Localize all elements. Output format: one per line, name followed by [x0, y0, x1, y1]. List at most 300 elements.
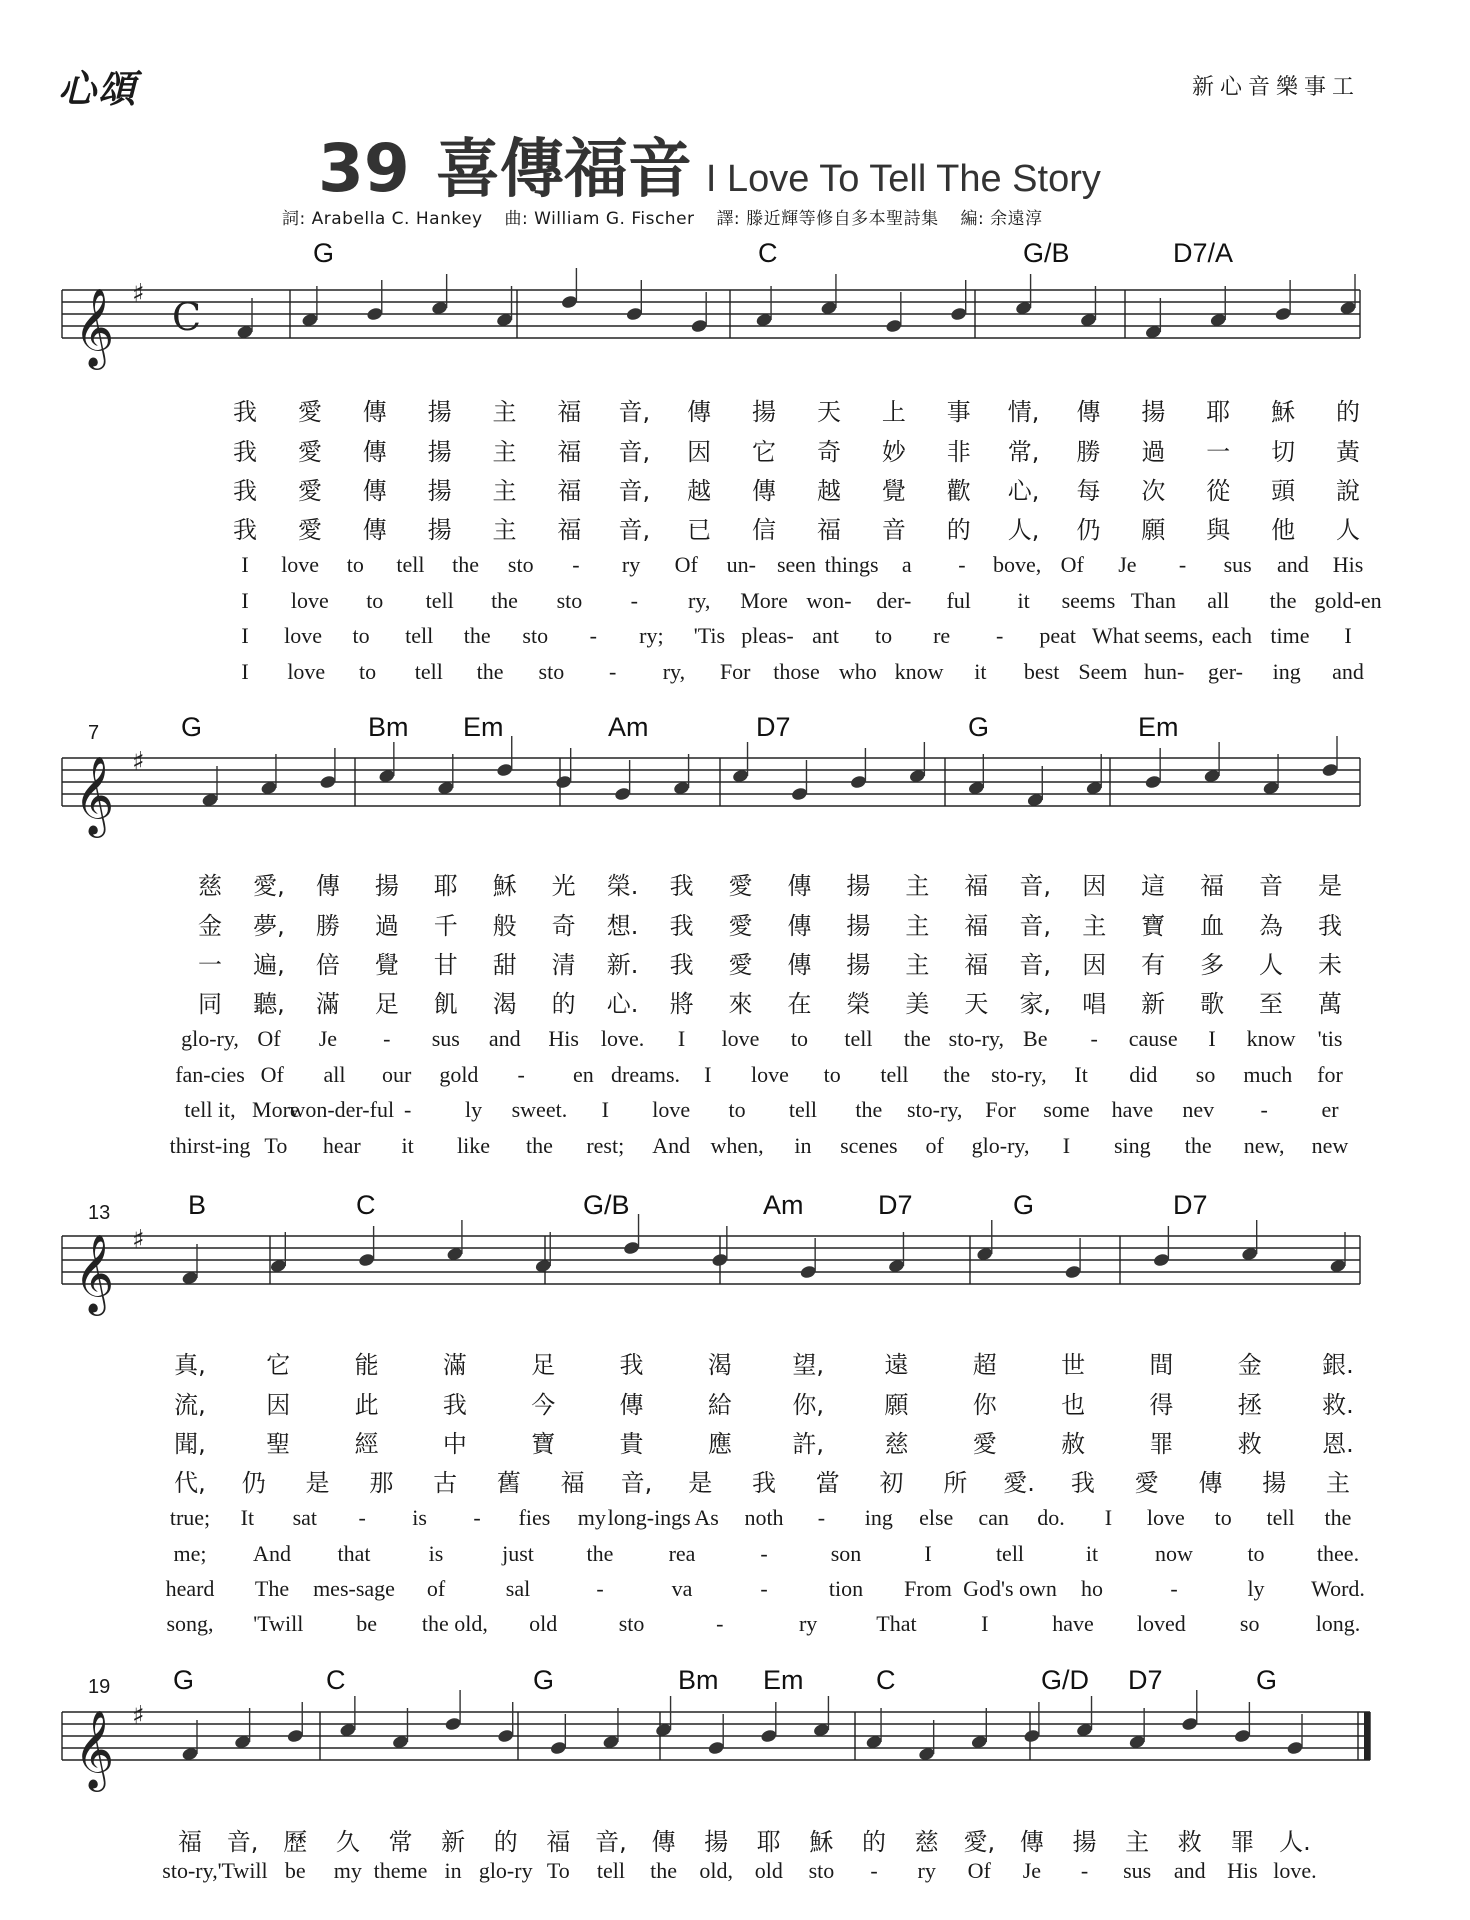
lyric-syllable: 我 [233, 477, 257, 505]
lyric-syllable: 揚 [1072, 1828, 1097, 1856]
chord-symbol: Em [463, 712, 504, 742]
lyric-syllable: 信 [752, 516, 777, 544]
key-signature-sharp: ♯ [132, 747, 145, 777]
lyric-syllable: 美 [905, 990, 930, 1018]
lyric-syllable: 為 [1259, 912, 1284, 940]
lyric-syllable: 舊 [496, 1469, 521, 1497]
lyric-syllable: just [502, 1541, 534, 1566]
lyric-syllable: have [1052, 1611, 1094, 1636]
chord-symbol: G [1256, 1665, 1278, 1695]
chord-symbol: C [876, 1665, 896, 1695]
lyric-syllable: 上 [881, 398, 906, 426]
note-head [555, 774, 573, 789]
lyric-syllable: 主 [492, 398, 517, 426]
lyric-syllable: ful [946, 588, 971, 613]
lyric-syllable: the [586, 1541, 614, 1566]
chord-symbol: D7 [1128, 1665, 1163, 1695]
lyric-syllable: to [790, 1026, 809, 1051]
lyric-syllable: 福 [557, 477, 582, 505]
lyric-syllable: sal [505, 1576, 531, 1601]
lyric-syllable: love. [600, 1026, 645, 1051]
final-barline [1364, 1712, 1370, 1760]
lyric-syllable: dreams. [611, 1062, 681, 1087]
lyric-syllable: 音, [618, 516, 651, 544]
lyric-syllable: 音, [620, 1469, 653, 1497]
lyric-syllable: 音, [618, 438, 651, 466]
lyric-syllable: 貴 [619, 1430, 644, 1458]
lyric-syllable: 'Tis [693, 623, 726, 648]
lyric-syllable: 傳 [1076, 398, 1101, 426]
lyric-syllable: 音, [618, 477, 651, 505]
lyric-syllable: 此 [354, 1391, 379, 1419]
translator: 譯: 滕近輝等修自多本聖詩集 [716, 209, 939, 229]
lyricist: 詞: Arabella C. Hankey [282, 209, 483, 229]
hymn-number: 39 [318, 130, 410, 207]
lyric-syllable: 萬 [1318, 990, 1342, 1018]
lyric-syllable: is [428, 1541, 444, 1566]
lyric-syllable: mes-sage [313, 1576, 395, 1601]
lyric-syllable: 心, [1007, 477, 1040, 505]
lyric-syllable: love [721, 1026, 760, 1051]
lyric-syllable: 當 [815, 1469, 840, 1497]
lyric-syllable: 望, [792, 1351, 824, 1379]
lyric-syllable: ry [621, 552, 641, 577]
lyric-syllable: 應 [707, 1430, 732, 1458]
lyric-syllable: tell [880, 1062, 909, 1087]
lyric-syllable: 心. [606, 990, 639, 1018]
lyric-syllable: I [601, 1097, 609, 1122]
lyric-syllable: 超 [972, 1351, 997, 1379]
lyric-syllable: 渴 [707, 1351, 732, 1379]
lyric-syllable: - [870, 1858, 878, 1883]
lyric-syllable: What [1091, 623, 1140, 648]
lyric-syllable: To [546, 1858, 570, 1883]
chord-symbol: D7/A [1173, 238, 1234, 268]
lyric-syllable: and [1276, 552, 1309, 577]
lyric-syllable: - [958, 552, 966, 577]
lyric-syllable: 奇 [551, 912, 576, 940]
note-head [950, 306, 968, 321]
lyric-syllable: His [1227, 1858, 1258, 1883]
lyric-syllable: son [830, 1541, 862, 1566]
lyric-syllable: tell it, [184, 1097, 236, 1122]
lyric-syllable: 將 [669, 990, 694, 1018]
lyric-syllable: those [773, 659, 820, 684]
lyric-syllable: - [630, 588, 638, 613]
lyric-syllable: - [473, 1505, 481, 1530]
lyric-syllable: 銀. [1322, 1351, 1354, 1379]
lyric-syllable: the [650, 1858, 678, 1883]
chord-symbol: D7 [1173, 1190, 1208, 1220]
lyric-syllable: 滿 [442, 1351, 467, 1379]
chord-symbol: Em [1138, 712, 1179, 742]
note-head [623, 1240, 641, 1255]
lyric-syllable: 常, [1007, 438, 1040, 466]
lyric-syllable: 仍 [241, 1469, 266, 1497]
lyric-syllable: ry; [639, 623, 664, 648]
lyric-syllable: 因 [1082, 872, 1107, 900]
lyric-syllable: Than [1130, 588, 1176, 613]
lyric-syllable: Of [1060, 552, 1084, 577]
lyric-syllable: 我 [442, 1391, 467, 1419]
chord-symbol: G [1013, 1190, 1035, 1220]
lyric-syllable: best [1023, 659, 1060, 684]
publisher-name: 新心音樂事工 [1191, 75, 1360, 100]
lyric-syllable: 我 [619, 1351, 644, 1379]
lyric-syllable: love. [1273, 1858, 1317, 1883]
lyric-syllable: sus [1223, 552, 1252, 577]
lyric-syllable: 愛 [728, 872, 753, 900]
lyric-syllable: un- [726, 552, 757, 577]
lyric-syllable: 覺 [881, 477, 906, 505]
lyric-syllable: - [817, 1505, 826, 1530]
lyric-syllable: 奇 [816, 438, 841, 466]
lyric-syllable: 耶 [433, 872, 458, 900]
lyric-syllable: tell [425, 588, 454, 613]
lyric-syllable: 的 [946, 516, 971, 544]
lyric-syllable: 音, [1019, 872, 1052, 900]
lyric-syllable: 救. [1322, 1391, 1354, 1419]
lyric-syllable: sto [538, 659, 565, 684]
lyric-syllable: loved [1136, 1611, 1186, 1636]
lyric-syllable: scenes [840, 1133, 898, 1158]
lyric-syllable: 傳 [362, 438, 387, 466]
lyric-syllable: 足 [531, 1351, 556, 1379]
note-head [496, 762, 514, 777]
lyric-syllable: so [1195, 1062, 1216, 1087]
lyric-syllable: the [903, 1026, 931, 1051]
lyric-syllable: 清 [551, 951, 576, 979]
lyric-syllable: 赦 [1061, 1430, 1086, 1458]
lyric-syllable: 傳 [687, 398, 712, 426]
lyric-syllable: 愛, [963, 1828, 996, 1856]
lyric-syllable: - [383, 1026, 391, 1051]
lyric-syllable: the [1269, 588, 1297, 613]
note-head [760, 1728, 778, 1743]
note-head [791, 786, 809, 801]
lyric-syllable: 福 [964, 912, 989, 940]
lyric-syllable: 仍 [1076, 516, 1101, 544]
note-head [1233, 1728, 1251, 1743]
lyric-syllable: sto-ry, [948, 1026, 1005, 1051]
lyric-syllable: 恩. [1322, 1430, 1354, 1458]
lyric-syllable: sto-ry, [162, 1858, 218, 1883]
lyric-syllable: 音, [1019, 912, 1052, 940]
lyric-syllable: new [1311, 1133, 1349, 1158]
lyric-syllable: - [760, 1576, 768, 1601]
lyric-syllable: 耶 [1206, 398, 1231, 426]
lyric-syllable: ing [1272, 659, 1301, 684]
lyric-syllable: 飢 [433, 990, 458, 1018]
lyric-syllable: it [1017, 588, 1030, 613]
chord-symbol: C [326, 1665, 346, 1695]
lyric-syllable: now [1155, 1541, 1193, 1566]
lyric-syllable: 揚 [846, 872, 871, 900]
composer: 曲: William G. Fischer [504, 209, 695, 229]
lyric-syllable: 每 [1076, 477, 1101, 505]
lyric-syllable: To [264, 1133, 288, 1158]
music-staff [0, 270, 1470, 370]
note-head [497, 1728, 515, 1743]
lyric-syllable: 福 [1200, 872, 1225, 900]
lyric-syllable: it [1085, 1541, 1099, 1566]
lyric-syllable: 新. [606, 951, 639, 979]
note-head [1152, 1252, 1170, 1267]
lyric-syllable: a [901, 552, 912, 577]
lyric-syllable: 情, [1007, 398, 1040, 426]
chord-symbol: G [173, 1665, 195, 1695]
lyric-syllable: 揚 [704, 1828, 729, 1856]
note-head [1023, 1728, 1041, 1743]
lyric-syllable: 中 [442, 1430, 467, 1458]
lyric-syllable: - [1090, 1026, 1098, 1051]
note-head [366, 306, 384, 321]
lyric-syllable: 頭 [1271, 477, 1296, 505]
lyric-syllable: love [290, 588, 329, 613]
lyric-syllable: 勝 [1076, 438, 1101, 466]
treble-clef: 𝄞 [74, 288, 115, 367]
lyric-syllable: hear [322, 1133, 361, 1158]
lyric-syllable: 越 [816, 477, 841, 505]
lyric-syllable: heard [165, 1576, 215, 1601]
lyric-syllable: 世 [1061, 1351, 1086, 1379]
lyric-syllable: 金 [198, 912, 222, 940]
lyric-syllable: the [943, 1062, 971, 1087]
lyric-syllable: the [855, 1097, 883, 1122]
chord-symbol: G/B [1023, 238, 1070, 268]
chord-symbol: G [313, 238, 335, 268]
chord-symbol: G [968, 712, 990, 742]
lyric-syllable: 慈 [884, 1430, 909, 1458]
lyric-syllable: sto [618, 1611, 645, 1636]
lyric-syllable: long-ings [607, 1505, 691, 1530]
lyric-syllable: to [875, 623, 893, 648]
chord-symbol: Em [763, 1665, 804, 1695]
lyric-syllable: - [716, 1611, 724, 1636]
lyric-syllable: have [1111, 1097, 1154, 1122]
lyric-syllable: tell [396, 552, 425, 577]
lyric-syllable: it [974, 659, 987, 684]
lyric-syllable: ant [812, 623, 839, 648]
lyric-syllable: 寶 [1141, 912, 1166, 940]
lyric-syllable: 福 [178, 1828, 202, 1856]
lyric-syllable: 想. [606, 912, 639, 940]
lyric-syllable: 越 [687, 477, 712, 505]
lyric-syllable: 福 [557, 438, 582, 466]
lyric-syllable: 間 [1149, 1351, 1174, 1379]
lyric-syllable: tell [405, 623, 434, 648]
lyric-syllable: new, [1243, 1133, 1285, 1158]
lyric-syllable: 福 [560, 1469, 585, 1497]
lyric-syllable: 它 [752, 438, 777, 466]
lyric-syllable: for [1317, 1062, 1343, 1087]
lyric-syllable: 來 [728, 990, 753, 1018]
lyric-syllable: won-der-ful [289, 1097, 395, 1122]
lyric-syllable: sto-ry, [991, 1062, 1047, 1087]
lyric-syllable: won- [806, 588, 852, 613]
lyric-syllable: - [358, 1505, 366, 1530]
note-head [560, 294, 578, 309]
lyric-syllable: 是 [305, 1469, 330, 1497]
lyric-syllable: to [1214, 1505, 1232, 1530]
lyric-syllable: tion [828, 1576, 864, 1601]
note-head [358, 1252, 376, 1267]
lyric-syllable: 傳 [1198, 1469, 1223, 1497]
lyric-syllable: 金 [1237, 1351, 1262, 1379]
lyric-syllable: - [589, 623, 597, 648]
lyric-syllable: nev [1182, 1097, 1215, 1122]
lyric-syllable: the [1324, 1505, 1352, 1530]
lyric-syllable: of [426, 1576, 446, 1601]
lyric-syllable: thee. [1316, 1541, 1360, 1566]
lyric-syllable: sing [1114, 1133, 1151, 1158]
lyric-syllable: It [240, 1505, 255, 1530]
lyric-syllable: 因 [1082, 951, 1107, 979]
lyric-syllable: 愛 [297, 438, 322, 466]
lyric-syllable: 同 [198, 990, 222, 1018]
lyric-syllable: 所 [943, 1469, 968, 1497]
lyric-syllable: 的 [493, 1828, 518, 1856]
lyric-syllable: I [924, 1541, 932, 1566]
lyric-syllable: More [252, 1097, 300, 1122]
note-head [625, 306, 643, 321]
lyric-syllable: 罪 [1230, 1828, 1255, 1856]
lyric-syllable: ry [917, 1858, 936, 1883]
lyric-syllable: the old, [421, 1611, 488, 1636]
lyric-syllable: old [754, 1858, 783, 1883]
lyric-syllable: God's own [963, 1576, 1057, 1601]
lyric-syllable: 常 [388, 1828, 413, 1856]
lyric-syllable: 傳 [752, 477, 777, 505]
note-head [799, 1264, 817, 1279]
lyric-syllable: 福 [546, 1828, 571, 1856]
lyric-syllable: ly [464, 1097, 483, 1122]
lyric-syllable: 音, [595, 1828, 627, 1856]
lyric-syllable: 拯 [1237, 1391, 1262, 1419]
lyric-syllable: ing [864, 1505, 893, 1530]
lyric-syllable: - [403, 1097, 412, 1122]
lyric-syllable: 歌 [1200, 990, 1225, 1018]
lyric-syllable: 從 [1206, 477, 1231, 505]
lyric-syllable: 主 [492, 477, 517, 505]
lyric-syllable: 他 [1271, 516, 1296, 544]
lyric-syllable: - [608, 659, 617, 684]
lyric-syllable: sus [1123, 1858, 1152, 1883]
lyric-syllable: 'Twill [253, 1611, 304, 1636]
lyric-syllable: 音, [618, 398, 651, 426]
lyric-syllable: be [284, 1858, 306, 1883]
lyric-syllable: 福 [816, 516, 841, 544]
lyric-syllable: the [491, 588, 518, 613]
treble-clef: 𝄞 [74, 756, 115, 835]
lyric-syllable: is [412, 1505, 427, 1530]
lyric-syllable: to [358, 659, 377, 684]
lyric-syllable: 我 [1070, 1469, 1095, 1497]
lyric-syllable: thirst-ing [169, 1133, 251, 1158]
lyric-syllable: gold [439, 1062, 479, 1087]
lyric-syllable: 甜 [492, 951, 517, 979]
lyric-syllable: 我 [669, 951, 694, 979]
lyric-syllable: 聽, [253, 990, 285, 1018]
lyric-syllable: 光 [551, 872, 576, 900]
lyric-syllable: in [444, 1858, 462, 1883]
lyric-syllable: For [985, 1097, 1016, 1122]
lyric-syllable: 主 [905, 912, 930, 940]
lyric-syllable: the [463, 623, 491, 648]
lyric-syllable: 穌 [492, 872, 517, 900]
lyric-syllable: 愛 [1134, 1469, 1159, 1497]
lyric-syllable: our [381, 1062, 412, 1087]
lyric-syllable: the [1184, 1133, 1212, 1158]
key-signature-sharp: ♯ [132, 1225, 145, 1255]
lyric-syllable: 福 [964, 872, 989, 900]
lyric-syllable: 傳 [787, 912, 812, 940]
lyric-syllable: do. [1037, 1505, 1065, 1530]
lyric-syllable: the [476, 659, 504, 684]
lyric-syllable: 歷 [283, 1828, 308, 1856]
chord-symbol: G [181, 712, 203, 742]
lyric-syllable: sto [522, 623, 549, 648]
lyric-syllable: 揚 [752, 398, 777, 426]
lyric-syllable: It [1074, 1062, 1088, 1087]
lyric-syllable: I [1344, 623, 1352, 648]
chord-symbol: C [758, 238, 778, 268]
lyric-syllable: sweet. [511, 1097, 568, 1122]
lyric-syllable: 事 [946, 398, 971, 426]
lyric-syllable: 救 [1177, 1828, 1202, 1856]
lyric-syllable: 經 [354, 1430, 379, 1458]
lyric-syllable: Be [1023, 1026, 1048, 1051]
lyric-syllable: re [933, 623, 951, 648]
lyric-syllable: else [919, 1505, 954, 1530]
note-head [1321, 762, 1339, 777]
lyric-syllable: sto [556, 588, 583, 613]
lyric-syllable: to [346, 552, 364, 577]
lyric-syllable: 主 [1082, 912, 1107, 940]
lyric-syllable: I [1104, 1505, 1113, 1530]
lyric-syllable: 揚 [427, 516, 452, 544]
lyric-syllable: Je [1022, 1858, 1042, 1883]
lyric-syllable: 主 [1326, 1469, 1350, 1497]
lyric-syllable: 未 [1318, 951, 1342, 979]
lyric-syllable: 流, [174, 1391, 206, 1419]
lyric-syllable: - [1080, 1858, 1089, 1883]
lyric-syllable: 許, [792, 1430, 824, 1458]
chord-symbol: Am [763, 1190, 804, 1220]
lyric-syllable: Of [260, 1062, 284, 1087]
lyric-syllable: 你, [792, 1391, 824, 1419]
lyric-syllable: I [241, 552, 249, 577]
note-head [885, 318, 903, 333]
note-head [549, 1740, 567, 1755]
lyric-syllable: 這 [1141, 872, 1166, 900]
lyric-syllable: 傳 [787, 951, 812, 979]
lyric-syllable: Of [257, 1026, 281, 1051]
lyric-syllable: of [925, 1133, 944, 1158]
lyric-syllable: can [978, 1505, 1009, 1530]
lyric-syllable: 人. [1279, 1828, 1311, 1856]
lyric-syllable: 在 [787, 990, 812, 1018]
lyric-syllable: 初 [879, 1469, 904, 1497]
lyric-syllable: 音 [881, 516, 906, 544]
lyric-syllable: 音 [1259, 872, 1284, 900]
lyric-syllable: 夢, [253, 912, 285, 940]
lyric-syllable: 因 [687, 438, 712, 466]
lyric-syllable: to [1247, 1541, 1265, 1566]
lyric-syllable: 的 [1336, 398, 1360, 426]
lyric-syllable: 的 [551, 990, 576, 1018]
title-english: I Love To Tell The Story [705, 158, 1101, 200]
